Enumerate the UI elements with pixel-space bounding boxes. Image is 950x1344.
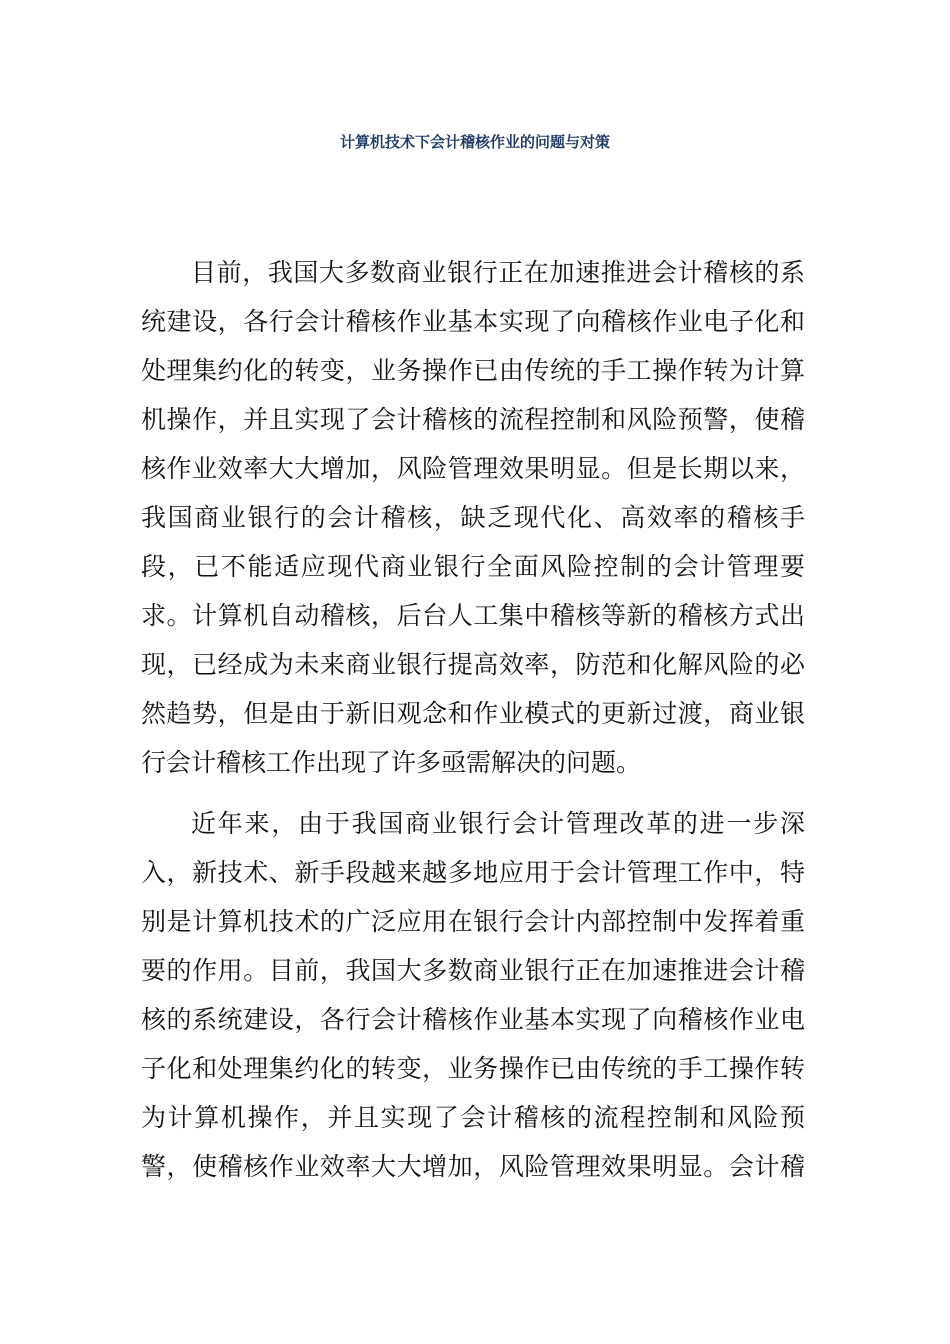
text-line: 处理集约化的转变，业务操作已由传统的手工操作转为计算 [141,356,805,385]
text-line: 警，使稽核作业效率大大增加，风险管理效果明显。会计稽 [141,1152,805,1181]
text-line: 统建设，各行会计稽核作业基本实现了向稽核作业电子化和 [141,307,805,336]
text-line: 入，新技术、新手段越来越多地应用于会计管理工作中，特 [141,858,805,887]
text-line: 核的系统建设，各行会计稽核作业基本实现了向稽核作业电 [141,1005,805,1034]
text-line: 现，已经成为未来商业银行提高效率，防范和化解风险的必 [141,650,805,679]
text-line: 求。计算机自动稽核，后台人工集中稽核等新的稽核方式出 [141,601,805,630]
text-line: 机操作，并且实现了会计稽核的流程控制和风险预警，使稽 [141,405,805,434]
text-line: 然趋势，但是由于新旧观念和作业模式的更新过渡，商业银 [141,699,805,728]
text-line: 别是计算机技术的广泛应用在银行会计内部控制中发挥着重 [141,907,805,936]
text-line: 要的作用。目前，我国大多数商业银行正在加速推进会计稽 [141,956,805,985]
text-line: 近年来，由于我国商业银行会计管理改革的进一步深 [191,809,805,838]
paragraph-2 [141,799,805,1191]
paragraph-1 [141,248,805,787]
document-title: 计算机技术下会计稽核作业的问题与对策 [339,133,610,151]
text-line: 段，已不能适应现代商业银行全面风险控制的会计管理要 [141,552,805,581]
document-body [141,248,805,1191]
text-line: 子化和处理集约化的转变，业务操作已由传统的手工操作转 [141,1054,805,1083]
text-line: 行会计稽核工作出现了许多亟需解决的问题。 [141,748,642,777]
text-line: 我国商业银行的会计稽核，缺乏现代化、高效率的稽核手 [141,503,805,532]
text-line: 为计算机操作，并且实现了会计稽核的流程控制和风险预 [141,1103,805,1132]
text-line: 目前，我国大多数商业银行正在加速推进会计稽核的系 [191,258,805,287]
text-line: 核作业效率大大增加，风险管理效果明显。但是长期以来， [141,454,805,483]
